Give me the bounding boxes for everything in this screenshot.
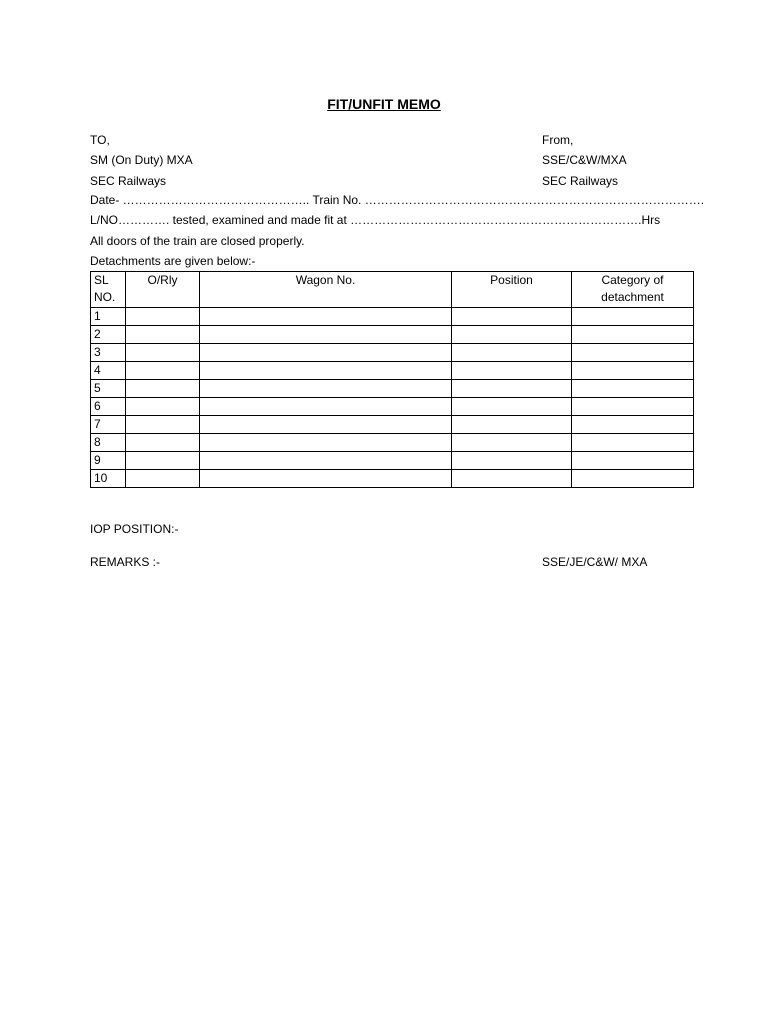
position-cell	[452, 416, 572, 434]
wagon-no-cell	[200, 344, 452, 362]
to-railway: SEC Railways	[90, 174, 167, 188]
to-label: TO,	[90, 133, 110, 147]
table-row	[91, 362, 694, 380]
category-cell	[572, 308, 694, 326]
wagon-no-cell	[200, 470, 452, 488]
sl-cell: 10	[91, 470, 126, 488]
position-cell	[452, 398, 572, 416]
wagon-no-cell	[200, 398, 452, 416]
table-row	[91, 344, 694, 362]
to-addressee: SM (On Duty) MXA	[90, 153, 193, 167]
position-cell	[452, 362, 572, 380]
wagon-no-cell	[200, 308, 452, 326]
category-cell	[572, 326, 694, 344]
memo-title: FIT/UNFIT MEMO	[327, 96, 441, 112]
position-cell	[452, 452, 572, 470]
category-cell	[572, 416, 694, 434]
sl-cell: 2	[91, 326, 126, 344]
position-cell	[452, 326, 572, 344]
doors-line: All doors of the train are closed properly.	[90, 234, 305, 248]
o-rly-cell	[126, 326, 200, 344]
category-cell	[572, 434, 694, 452]
table-row	[91, 416, 694, 434]
table-row	[91, 308, 694, 326]
sl-cell: 1	[91, 308, 126, 326]
category-cell	[572, 380, 694, 398]
from-label: From,	[542, 133, 574, 147]
position-cell	[452, 380, 572, 398]
from-sender: SSE/C&W/MXA	[542, 153, 627, 167]
table-row	[91, 380, 694, 398]
col-header-wagon-no: Wagon No.	[200, 272, 452, 308]
o-rly-cell	[126, 308, 200, 326]
o-rly-cell	[126, 434, 200, 452]
sl-cell: 5	[91, 380, 126, 398]
wagon-no-cell	[200, 326, 452, 344]
position-cell	[452, 470, 572, 488]
category-cell	[572, 344, 694, 362]
category-cell	[572, 398, 694, 416]
col-header-category: Category of detachment	[572, 272, 694, 308]
o-rly-cell	[126, 416, 200, 434]
sl-cell: 9	[91, 452, 126, 470]
remarks-label: REMARKS :-	[90, 555, 161, 569]
sl-cell: 6	[91, 398, 126, 416]
table-row	[91, 434, 694, 452]
lno-line: L/NO…………. tested, examined and made fit at ……………………………………………………………….Hrs	[90, 213, 661, 227]
o-rly-cell	[126, 380, 200, 398]
sl-cell: 4	[91, 362, 126, 380]
iop-position-label: IOP POSITION:-	[90, 522, 179, 536]
table-row	[91, 398, 694, 416]
from-railway: SEC Railways	[542, 174, 619, 188]
signature-designation: SSE/JE/C&W/ MXA	[542, 555, 648, 569]
col-header-o-rly: O/Rly	[126, 272, 200, 308]
wagon-no-cell	[200, 380, 452, 398]
category-cell	[572, 362, 694, 380]
col-header-sl-no: SL NO.	[91, 272, 126, 308]
position-cell	[452, 308, 572, 326]
position-cell	[452, 434, 572, 452]
category-cell	[572, 470, 694, 488]
o-rly-cell	[126, 452, 200, 470]
detachments-table	[90, 271, 694, 488]
col-header-position: Position	[452, 272, 572, 308]
o-rly-cell	[126, 398, 200, 416]
date-train-line: Date- ……………………………………….. Train No. ………………………………………………………………………….	[90, 193, 705, 207]
wagon-no-cell	[200, 452, 452, 470]
position-cell	[452, 344, 572, 362]
table-row	[91, 326, 694, 344]
category-cell	[572, 452, 694, 470]
detachments-intro: Detachments are given below:-	[90, 254, 256, 268]
wagon-no-cell	[200, 416, 452, 434]
sl-cell: 3	[91, 344, 126, 362]
table-row	[91, 470, 694, 488]
sl-cell: 8	[91, 434, 126, 452]
wagon-no-cell	[200, 434, 452, 452]
table-header-row	[91, 272, 694, 308]
o-rly-cell	[126, 344, 200, 362]
wagon-no-cell	[200, 362, 452, 380]
o-rly-cell	[126, 362, 200, 380]
o-rly-cell	[126, 470, 200, 488]
table-row	[91, 452, 694, 470]
sl-cell: 7	[91, 416, 126, 434]
